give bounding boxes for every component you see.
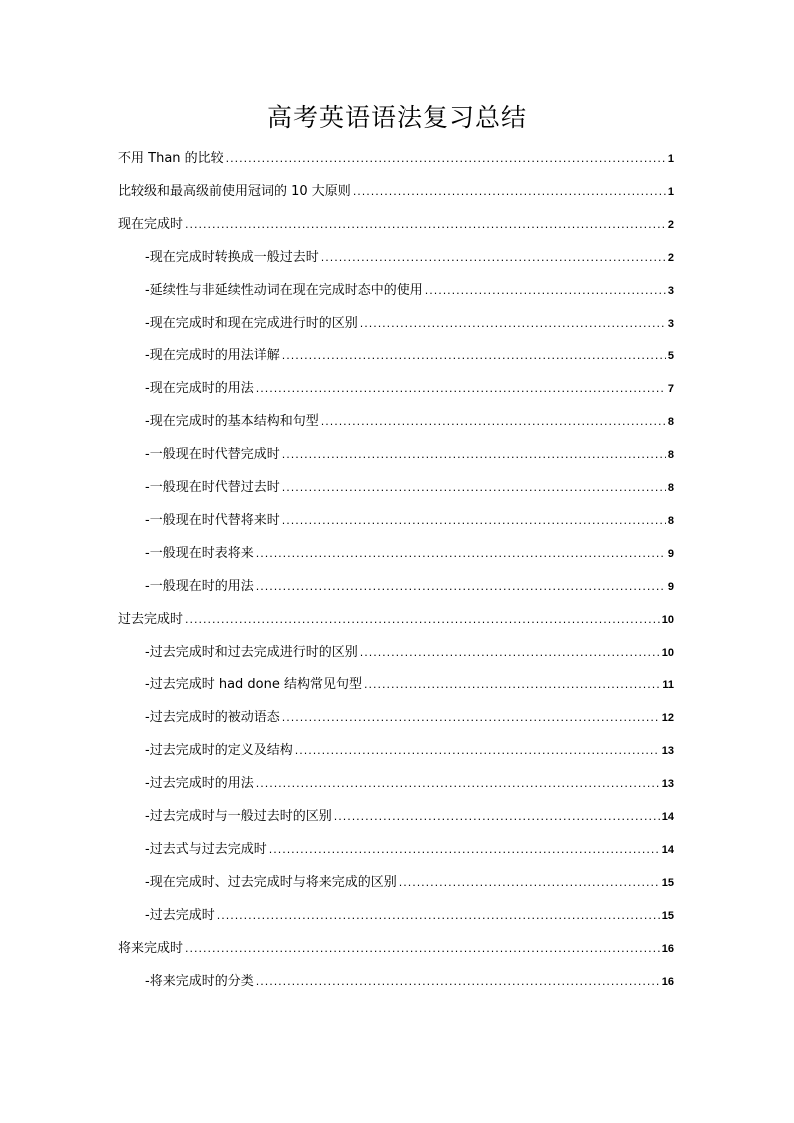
document-title: 高考英语语法复习总结 [266,103,527,132]
toc-entry-page-number: 16 [661,942,674,955]
toc-entry-title: 不用 Than 的比较 [118,151,224,166]
toc-entry-page-number: 3 [667,317,674,330]
toc-dot-leader [425,274,666,307]
toc-entry-page-number: 13 [661,778,674,791]
toc-dot-leader [185,932,660,965]
toc-dot-leader [185,208,666,241]
toc-entry-title: -过去完成时 had done 结构常见句型 [145,677,362,693]
toc-entry-title: -现在完成时转换成一般过去时 [145,249,319,265]
toc-entry-title: -一般现在时代替将来时 [145,512,280,528]
toc-dot-leader [226,142,666,175]
toc-entry[interactable] [145,866,674,899]
toc-entry-title: 现在完成时 [118,216,184,232]
toc-entry-title: -现在完成时、过去完成时与将来完成的区别 [145,874,397,890]
toc-entry-title: -过去完成时 [145,907,215,923]
toc-entry-title: 过去完成时 [118,611,184,627]
toc-entry-title: -过去完成时的用法 [145,776,254,792]
toc-dot-leader [256,965,660,998]
toc-dot-leader [360,636,660,669]
toc-entry-page-number: 15 [661,909,674,922]
toc-entry-page-number: 3 [667,284,674,297]
toc-entry-page-number: 8 [667,482,674,494]
toc-entry[interactable] [145,504,674,537]
toc-entry[interactable] [145,438,674,471]
toc-entry[interactable] [145,636,674,669]
toc-dot-leader [256,372,666,405]
toc-dot-leader [269,833,660,866]
toc-dot-leader [256,570,666,603]
toc-entry-page-number: 8 [667,449,674,462]
toc-entry-page-number: 11 [662,679,674,692]
toc-entry-title: -过去完成时与一般过去时的区别 [145,809,332,824]
toc-entry-title: -现在完成时的用法 [145,381,254,397]
toc-dot-leader [185,603,660,636]
toc-dot-leader [360,307,666,340]
toc-entry-title: -过去完成时的被动语态 [145,710,280,726]
toc-entry[interactable] [145,668,674,701]
toc-dot-leader [364,668,660,701]
toc-dot-leader [282,504,666,537]
toc-entry-page-number: 9 [667,580,674,593]
toc-dot-leader [282,438,666,471]
toc-entry[interactable] [145,241,674,274]
toc-entry[interactable] [145,405,674,438]
toc-entry-title: -过去完成时的定义及结构 [145,743,293,759]
toc-dot-leader [334,800,660,833]
toc-entry[interactable] [145,339,674,372]
toc-entry-page-number: 14 [661,843,674,856]
toc-dot-leader [256,537,666,570]
toc-dot-leader [282,339,666,372]
toc-entry-page-number: 8 [667,416,674,429]
toc-entry[interactable] [118,208,674,241]
toc-entry-title: -一般现在时的用法 [145,578,254,594]
toc-entry-page-number: 14 [661,811,674,823]
toc-entry-page-number: 10 [661,613,674,626]
toc-entry-title: -现在完成时的用法详解 [145,348,280,364]
toc-entry-page-number: 1 [667,185,674,198]
toc-dot-leader [399,866,660,899]
toc-entry-page-number: 13 [661,745,674,758]
toc-entry-title: -一般现在时表将来 [145,545,254,561]
toc-entry[interactable] [118,175,674,208]
toc-entry-page-number: 7 [667,383,674,396]
toc-entry[interactable] [118,603,674,636]
toc-dot-leader [217,899,660,932]
toc-dot-leader [353,175,666,208]
toc-dot-leader [256,767,660,800]
toc-entry-page-number: 2 [667,251,674,264]
toc-entry[interactable] [118,932,674,965]
toc-entry[interactable] [145,800,674,833]
toc-dot-leader [321,405,666,438]
toc-entry-page-number: 9 [667,547,674,560]
toc-entry-page-number: 15 [661,876,674,889]
toc-entry-title: -将来完成时的分类 [145,973,254,989]
toc-entry-page-number: 5 [667,350,674,363]
toc-entry[interactable] [145,471,674,504]
toc-entry-title: 比较级和最高级前使用冠词的 10 大原则 [118,183,351,199]
toc-entry[interactable] [145,570,674,603]
toc-entry[interactable] [145,833,674,866]
toc-dot-leader [282,701,660,734]
toc-entry[interactable] [145,899,674,932]
toc-entry[interactable] [145,767,674,800]
toc-entry-page-number: 2 [667,218,674,231]
toc-entry[interactable] [145,701,674,734]
toc-entry-title: -延续性与非延续性动词在现在完成时态中的使用 [145,282,423,298]
toc-entry[interactable] [145,734,674,767]
toc-entry-title: 将来完成时 [118,940,184,956]
toc-entry-page-number: 16 [661,975,674,988]
toc-entry-title: -一般现在时代替完成时 [145,447,280,463]
toc-entry-title: -现在完成时的基本结构和句型 [145,414,319,430]
toc-entry[interactable] [118,142,674,175]
toc-entry[interactable] [145,537,674,570]
toc-entry-page-number: 1 [667,153,674,165]
toc-entry-title: -现在完成时和现在完成进行时的区别 [145,315,358,331]
toc-entry[interactable] [145,274,674,307]
toc-entry[interactable] [145,372,674,405]
toc-entry-page-number: 12 [661,712,674,725]
toc-entry-title: -过去式与过去完成时 [145,841,267,857]
toc-entry[interactable] [145,307,674,340]
toc-dot-leader [321,241,666,274]
toc-entry-page-number: 10 [661,646,674,659]
toc-dot-leader [282,471,666,504]
toc-entry[interactable] [145,965,674,998]
toc-entry-title: -一般现在时代替过去时 [145,480,280,495]
toc-entry-page-number: 8 [667,514,674,527]
toc-dot-leader [295,734,660,767]
toc-entry-title: -过去完成时和过去完成进行时的区别 [145,644,358,660]
